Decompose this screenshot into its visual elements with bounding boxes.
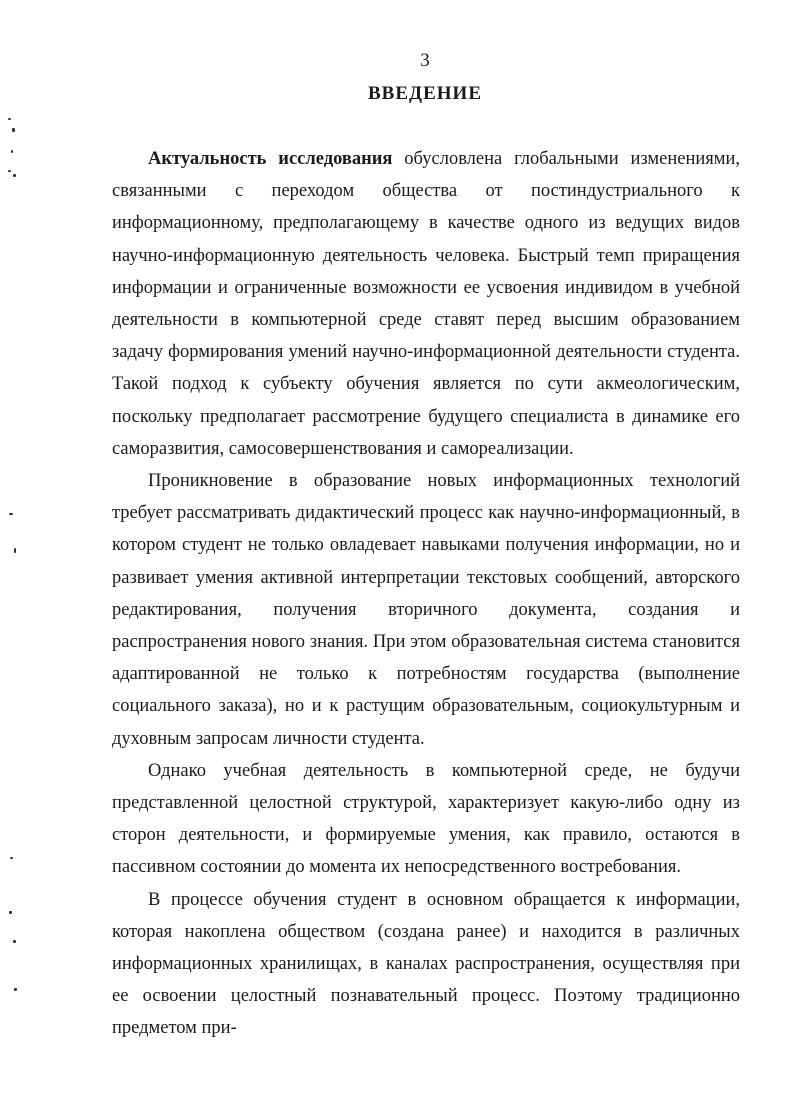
paragraph-2: Проникновение в образование новых информационных технологий требует рассматривать дидактический процесс как научно-информационный, в котором студент не только овладевает навыками получения информации, но и развивает умения активной интерпретации текстовых сообщений, авторского редактирования, получения вторичного документа, создания и распространения нового знания. При этом образовательная система становится адаптированной не только к потребностям государства (выполнение социального заказа), но и к растущим образовательным, социокультурным и духовным запросам личности студента. — [112, 471, 740, 749]
paragraph-3: Однако учебная деятельность в компьютерной среде, не будучи представленной целостной структурой, характеризует какую-либо одну из сторон деятельности, и формируемые умения, как правило, остаются в пассивном состоянии до момента их непосредственного востребования. — [112, 760, 740, 878]
scan-speck — [14, 548, 16, 553]
paragraph-1 — [112, 143, 740, 465]
scan-speck — [8, 170, 11, 172]
paragraph-1-lead: Актуальность исследования — [148, 149, 393, 169]
scan-speck — [13, 940, 16, 943]
scan-speck — [9, 513, 13, 515]
scan-speck — [13, 174, 16, 177]
paragraph-4: В процессе обучения студент в основном обращается к информации, которая накоплена обществом (создана ранее) и находится в различных информационных хранилищах, в каналах распространения, осуществляя при ее освоении целостный познавательный процесс. Поэтому традиционно предметом при- — [112, 889, 740, 1039]
scan-speck — [9, 911, 12, 914]
paragraph-1-text: обусловлена глобальными изменениями, связанными с переходом общества от постиндустриального к информационному, предполагающему в качестве одного из ведущих видов научно-информационную деятельность человека. Быстрый темп приращения информации и ограниченные возможности ее усвоения индивидом в учебной деятельности в компьютерной среде ставят перед высшим образованием задачу формирования умений научно-информационной деятельности студента. Такой подход к субъекту обучения является по сути акмеологическим, поскольку предполагает рассмотрение будущего специалиста в динамике его саморазвития, самосовершенствования и самореализации. — [112, 149, 740, 459]
page-number: 3 — [420, 50, 430, 71]
scan-speck — [10, 857, 13, 859]
scan-speck — [11, 150, 13, 153]
page-title: ВВЕДЕНИЕ — [368, 83, 482, 104]
document-body — [112, 143, 740, 1045]
scan-speck — [14, 988, 17, 991]
scan-speck — [12, 128, 15, 132]
scan-speck — [8, 118, 11, 120]
